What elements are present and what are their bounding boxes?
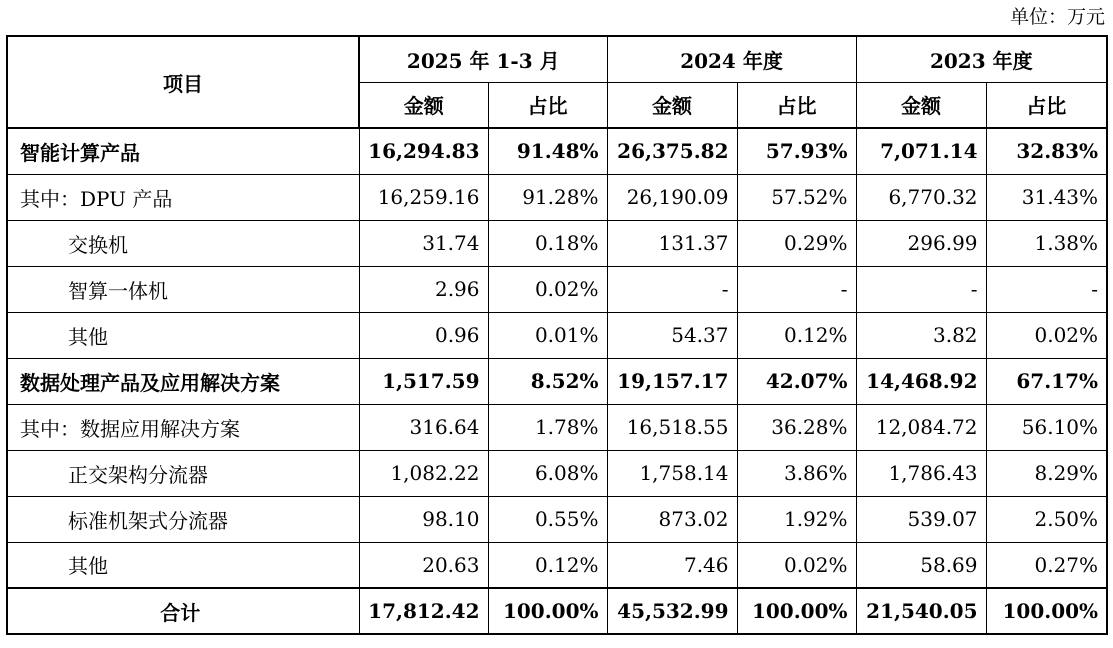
amount-cell: 296.99 [856, 220, 986, 266]
ratio-cell: 100.00% [488, 588, 607, 634]
ratio-cell: 32.83% [986, 128, 1107, 174]
table-row [7, 358, 1107, 404]
header-ratio: 占比 [737, 82, 856, 128]
row-label: 智能计算产品 [7, 128, 359, 174]
amount-cell: 20.63 [359, 542, 488, 588]
ratio-cell: 2.50% [986, 496, 1107, 542]
header-amount: 金额 [607, 82, 737, 128]
amount-cell: 6,770.32 [856, 174, 986, 220]
table-row [7, 404, 1107, 450]
amount-cell: 45,532.99 [607, 588, 737, 634]
row-label: 其他 [7, 312, 359, 358]
header-row-periods [7, 36, 1107, 82]
ratio-cell: 57.52% [737, 174, 856, 220]
ratio-cell: 0.12% [488, 542, 607, 588]
amount-cell: 539.07 [856, 496, 986, 542]
ratio-cell: 0.02% [737, 542, 856, 588]
amount-cell: 0.96 [359, 312, 488, 358]
row-label: 正交架构分流器 [7, 450, 359, 496]
amount-cell: 19,157.17 [607, 358, 737, 404]
amount-cell: 16,259.16 [359, 174, 488, 220]
ratio-cell: 0.55% [488, 496, 607, 542]
amount-cell: 31.74 [359, 220, 488, 266]
header-amount: 金额 [856, 82, 986, 128]
amount-cell: 316.64 [359, 404, 488, 450]
row-label: 其他 [7, 542, 359, 588]
table-row [7, 312, 1107, 358]
table-row [7, 174, 1107, 220]
amount-cell: 1,786.43 [856, 450, 986, 496]
ratio-cell: 100.00% [986, 588, 1107, 634]
header-period-2025q1: 2025 年 1-3 月 [359, 36, 607, 82]
table-row [7, 496, 1107, 542]
amount-cell: 21,540.05 [856, 588, 986, 634]
amount-cell: 17,812.42 [359, 588, 488, 634]
unit-label: 单位：万元 [1009, 6, 1105, 28]
ratio-cell: 0.18% [488, 220, 607, 266]
ratio-cell: 0.02% [986, 312, 1107, 358]
total-row [7, 588, 1107, 634]
ratio-cell: 31.43% [986, 174, 1107, 220]
amount-cell: 98.10 [359, 496, 488, 542]
header-period-2023: 2023 年度 [856, 36, 1107, 82]
amount-cell: 873.02 [607, 496, 737, 542]
amount-cell: 1,517.59 [359, 358, 488, 404]
ratio-cell: 1.92% [737, 496, 856, 542]
revenue-table [6, 35, 1108, 635]
ratio-cell: 0.29% [737, 220, 856, 266]
ratio-cell: 0.27% [986, 542, 1107, 588]
row-label: 交换机 [7, 220, 359, 266]
ratio-cell: 1.38% [986, 220, 1107, 266]
ratio-cell: 42.07% [737, 358, 856, 404]
amount-cell: - [856, 266, 986, 312]
ratio-cell: 67.17% [986, 358, 1107, 404]
ratio-cell: 8.29% [986, 450, 1107, 496]
header-item: 项目 [7, 36, 359, 128]
ratio-cell: 56.10% [986, 404, 1107, 450]
amount-cell: 7,071.14 [856, 128, 986, 174]
ratio-cell: - [986, 266, 1107, 312]
amount-cell: 16,294.83 [359, 128, 488, 174]
row-label: 智算一体机 [7, 266, 359, 312]
row-label: 标准机架式分流器 [7, 496, 359, 542]
amount-cell: 7.46 [607, 542, 737, 588]
ratio-cell: 91.28% [488, 174, 607, 220]
amount-cell: 58.69 [856, 542, 986, 588]
table-row [7, 266, 1107, 312]
header-amount: 金额 [359, 82, 488, 128]
ratio-cell: 100.00% [737, 588, 856, 634]
ratio-cell: 36.28% [737, 404, 856, 450]
table-row [7, 542, 1107, 588]
amount-cell: 26,190.09 [607, 174, 737, 220]
ratio-cell: - [737, 266, 856, 312]
amount-cell: 2.96 [359, 266, 488, 312]
amount-cell: 54.37 [607, 312, 737, 358]
row-label: 合计 [7, 588, 359, 634]
ratio-cell: 6.08% [488, 450, 607, 496]
row-label: 其中：数据应用解决方案 [7, 404, 359, 450]
amount-cell: 14,468.92 [856, 358, 986, 404]
table-row [7, 450, 1107, 496]
ratio-cell: 3.86% [737, 450, 856, 496]
row-label: 其中：DPU 产品 [7, 174, 359, 220]
amount-cell: 3.82 [856, 312, 986, 358]
header-ratio: 占比 [986, 82, 1107, 128]
ratio-cell: 91.48% [488, 128, 607, 174]
amount-cell: 1,758.14 [607, 450, 737, 496]
amount-cell: - [607, 266, 737, 312]
ratio-cell: 1.78% [488, 404, 607, 450]
amount-cell: 1,082.22 [359, 450, 488, 496]
table-row [7, 128, 1107, 174]
ratio-cell: 0.02% [488, 266, 607, 312]
header-period-2024: 2024 年度 [607, 36, 856, 82]
ratio-cell: 0.12% [737, 312, 856, 358]
ratio-cell: 8.52% [488, 358, 607, 404]
amount-cell: 16,518.55 [607, 404, 737, 450]
amount-cell: 131.37 [607, 220, 737, 266]
amount-cell: 12,084.72 [856, 404, 986, 450]
amount-cell: 26,375.82 [607, 128, 737, 174]
header-ratio: 占比 [488, 82, 607, 128]
ratio-cell: 57.93% [737, 128, 856, 174]
ratio-cell: 0.01% [488, 312, 607, 358]
row-label: 数据处理产品及应用解决方案 [7, 358, 359, 404]
table-row [7, 220, 1107, 266]
